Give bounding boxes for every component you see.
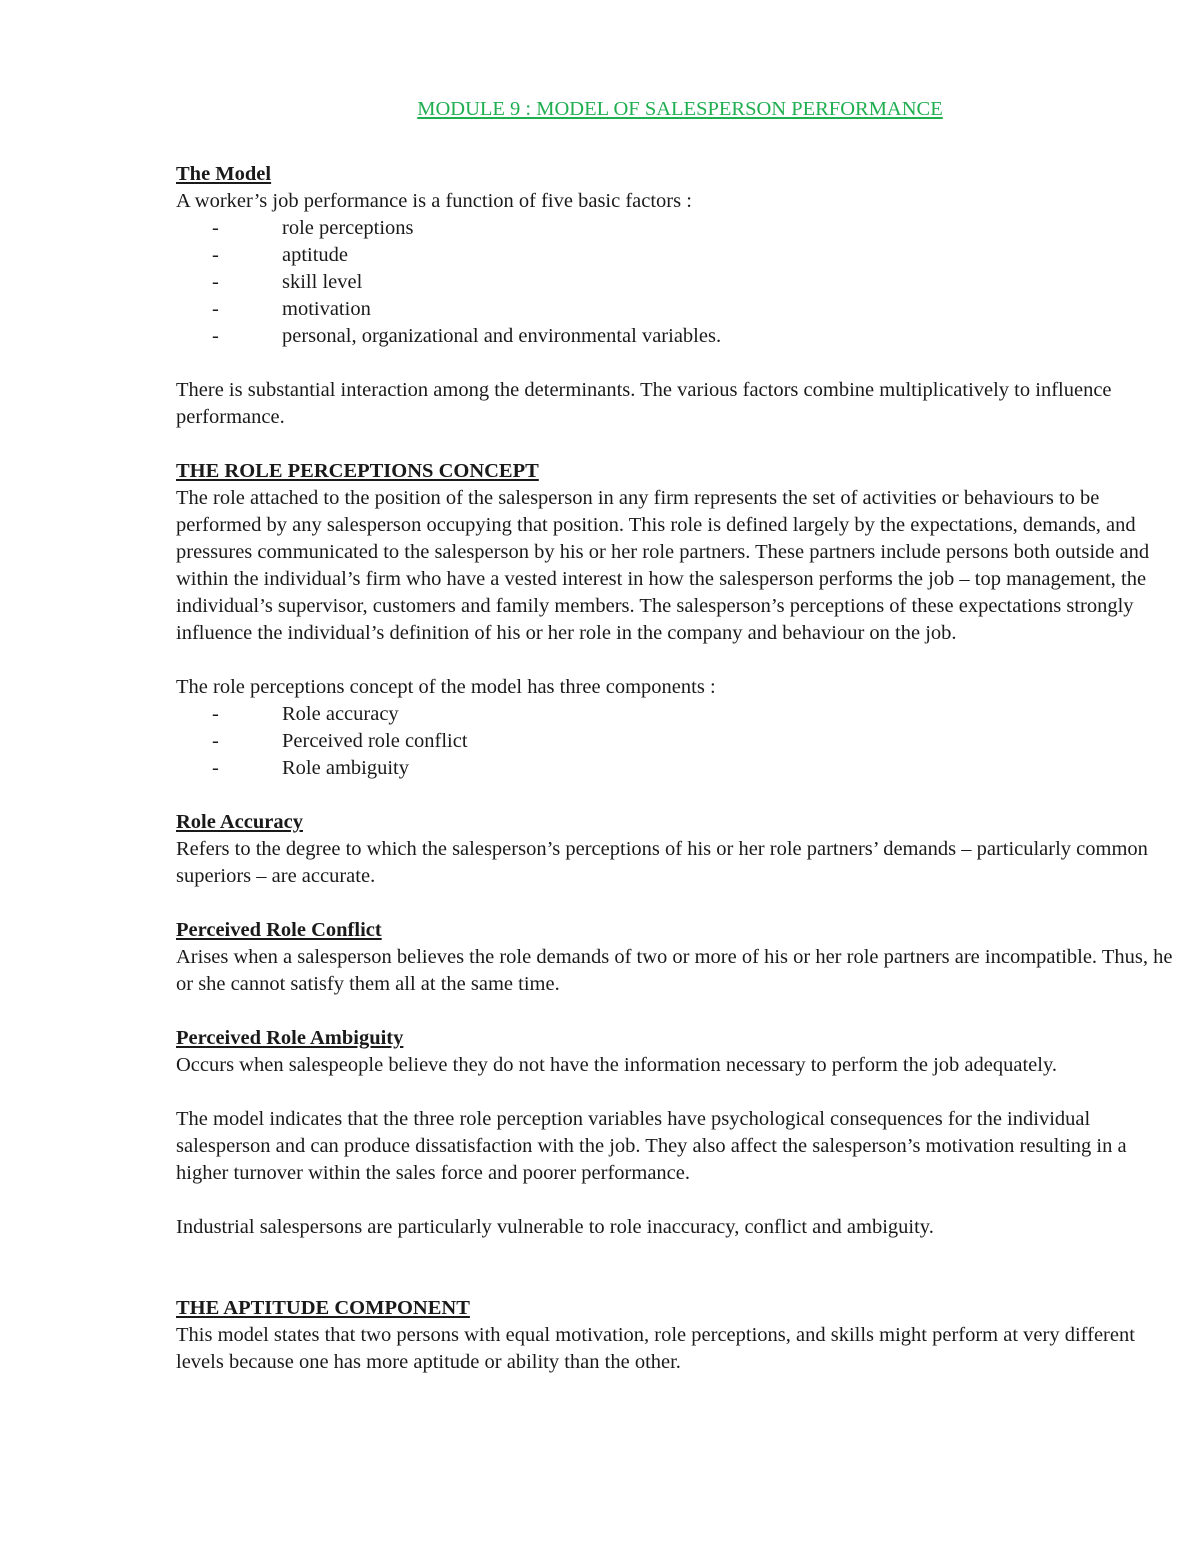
paragraph-gap: [176, 431, 1176, 458]
paragraph-gap: [176, 782, 1176, 809]
interaction-paragraph: There is substantial interaction among the determinants. The various factors combine multiplicatively to influence performance.: [176, 379, 1112, 428]
document-title: MODULE 9 : MODEL OF SALESPERSON PERFORMANCE: [417, 98, 943, 120]
list-item-text: personal, organizational and environmental variables.: [282, 325, 722, 347]
dash-bullet: -: [212, 703, 219, 725]
list-item-text: Role ambiguity: [282, 757, 409, 779]
paragraph-gap: [176, 1079, 1176, 1106]
dash-bullet: -: [212, 244, 219, 266]
role-accuracy-body: Refers to the degree to which the salesperson’s perceptions of his or her role partners’ demands – particularly common superiors – are accurate.: [176, 838, 1148, 887]
list-item-text: Role accuracy: [282, 703, 399, 725]
list-item: [176, 701, 1176, 728]
dash-bullet: -: [212, 730, 219, 752]
list-item-text: skill level: [282, 271, 363, 293]
dash-bullet: -: [212, 298, 219, 320]
list-item-text: Perceived role conflict: [282, 730, 468, 752]
section-heading-aptitude: THE APTITUDE COMPONENT: [176, 1297, 470, 1319]
list-item: [176, 323, 1176, 350]
section-heading-the-model: The Model: [176, 163, 272, 185]
factor-list: [176, 215, 1176, 350]
dash-bullet: -: [212, 217, 219, 239]
document-page: [176, 96, 1176, 1376]
list-item: [176, 296, 1176, 323]
role-ambiguity-body: Occurs when salespeople believe they do not have the information necessary to perform the job adequately.: [176, 1054, 1057, 1076]
components-intro: The role perceptions concept of the model has three components :: [176, 676, 716, 698]
list-item-text: motivation: [282, 298, 371, 320]
consequences-paragraph: The model indicates that the three role perception variables have psychological consequences for the individual salesperson and can produce dissatisfaction with the job. They also affect the salesperson’s motivation resulting in a higher turnover within the sales force and poorer performance.: [176, 1108, 1127, 1184]
dash-bullet: -: [212, 757, 219, 779]
list-item: [176, 728, 1176, 755]
list-item-text: role perceptions: [282, 217, 414, 239]
paragraph-gap: [176, 647, 1176, 674]
paragraph-gap: [176, 890, 1176, 917]
aptitude-body: This model states that two persons with equal motivation, role perceptions, and skills might perform at very different levels because one has more aptitude or ability than the other.: [176, 1324, 1135, 1373]
paragraph-gap: [176, 1187, 1176, 1214]
paragraph-gap: [176, 1241, 1176, 1295]
list-item: [176, 215, 1176, 242]
paragraph-gap: [176, 998, 1176, 1025]
dash-bullet: -: [212, 325, 219, 347]
list-item: [176, 269, 1176, 296]
role-perceptions-body: The role attached to the position of the salesperson in any firm represents the set of activities or behaviours to be performed by any salesperson occupying that position. This role is defined largely by the expectations, demands, and pressures communicated to the salesperson by his or her role partners. These partners include persons both outside and within the individual’s firm who have a vested interest in how the salesperson performs the job – top management, the individual’s supervisor, customers and family members. The salesperson’s perceptions of these expectations strongly influence the individual’s definition of his or her role in the company and behaviour on the job.: [176, 487, 1150, 644]
model-intro: A worker’s job performance is a function of five basic factors :: [176, 190, 692, 212]
section-heading-role-accuracy: Role Accuracy: [176, 811, 303, 833]
list-item: [176, 755, 1176, 782]
section-heading-role-ambiguity: Perceived Role Ambiguity: [176, 1027, 404, 1049]
paragraph-gap: [176, 350, 1176, 377]
list-item-text: aptitude: [282, 244, 349, 266]
dash-bullet: -: [212, 271, 219, 293]
list-item: [176, 242, 1176, 269]
role-conflict-body: Arises when a salesperson believes the role demands of two or more of his or her role partners are incompatible. Thus, he or she cannot satisfy them all at the same time.: [176, 946, 1173, 995]
industrial-paragraph: Industrial salespersons are particularly vulnerable to role inaccuracy, conflict and ambiguity.: [176, 1216, 934, 1238]
component-list: [176, 701, 1176, 782]
section-heading-role-conflict: Perceived Role Conflict: [176, 919, 382, 941]
section-heading-role-perceptions: THE ROLE PERCEPTIONS CONCEPT: [176, 460, 539, 482]
